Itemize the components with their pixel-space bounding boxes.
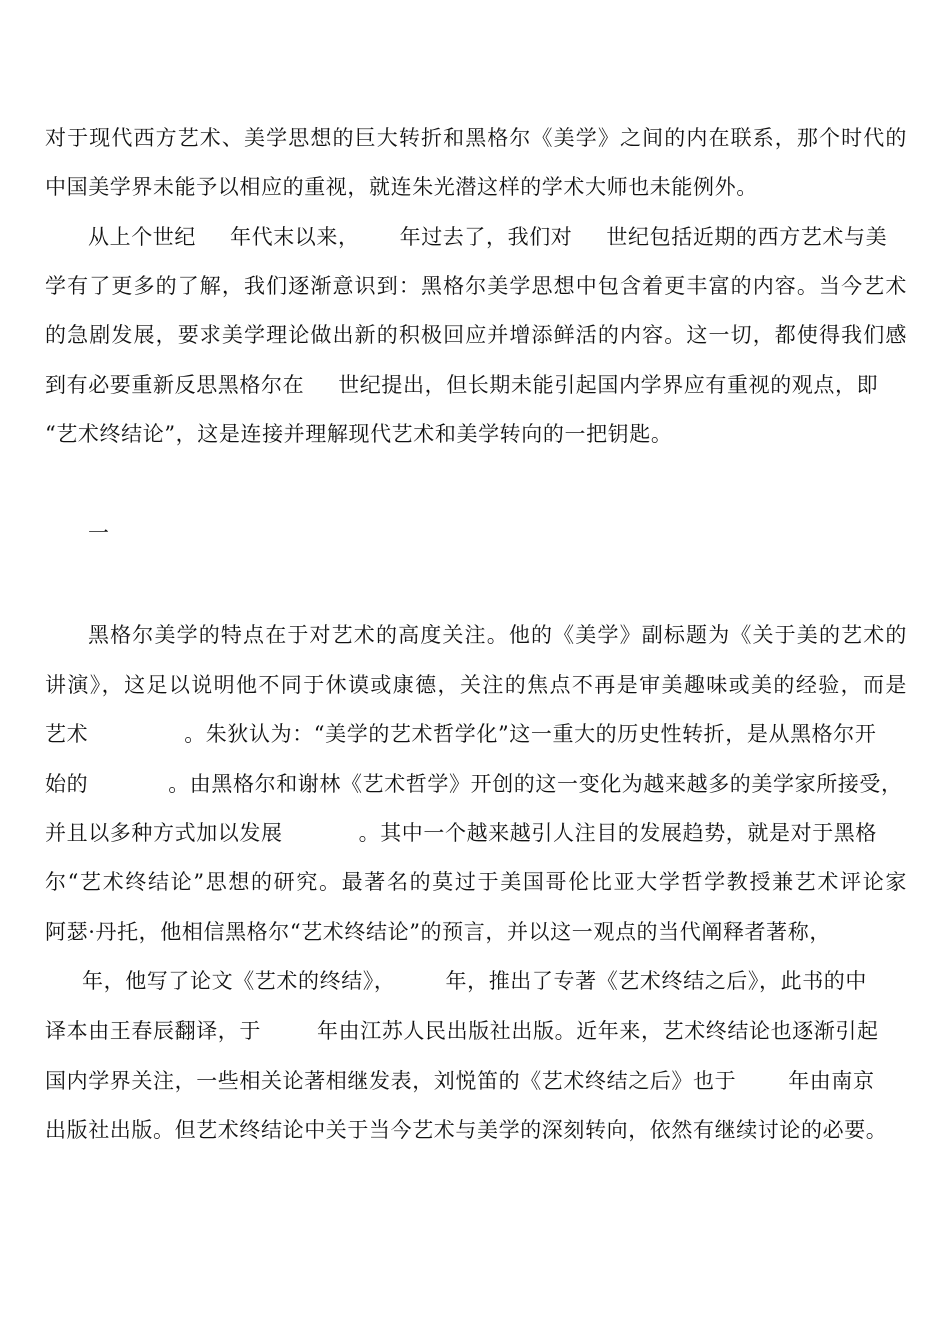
text-segment: 讲演》，这足以说明他不同于休谟或康德，关注的焦点不再是审美趣味或美的经验，而是 — [45, 673, 907, 697]
text-segment: 黑格尔美学的特点在于对艺术的高度关注。他的《美学》副标题为《关于美的艺术的 — [88, 623, 907, 647]
paragraph-line — [45, 172, 907, 202]
text-segment: 。由黑格尔和谢林《艺术哲学》开创的这一变化为越来越多的美学家所接受， — [168, 772, 903, 796]
text-segment: 的急剧发展，要求美学理论做出新的积极回应并增添鲜活的内容。这一切，都使得我们感 — [45, 323, 907, 347]
paragraph-line — [82, 966, 907, 996]
text-segment: 从上个世纪 — [88, 225, 196, 249]
section-heading — [88, 518, 188, 548]
text-segment: 世纪包括近期的西方艺术与美 — [606, 225, 888, 249]
paragraph-line — [45, 818, 907, 848]
text-segment: 到有必要重新反思黑格尔在 — [45, 373, 305, 397]
text-segment: 年由江苏人民出版社出版。近年来，艺术终结论也逐渐引起 — [317, 1019, 879, 1043]
text-segment: 。朱狄认为：“美学的艺术哲学化”这一重大的历史性转折，是从黑格尔开 — [184, 722, 877, 746]
paragraph-line — [45, 320, 907, 350]
paragraph-line — [45, 917, 907, 947]
text-segment: 并且以多种方式加以发展 — [45, 821, 283, 845]
text-segment: 国内学界关注，一些相关论著相继发表，刘悦笛的《艺术终结之后》也于 — [45, 1069, 737, 1093]
paragraph-line — [45, 1115, 907, 1145]
text-segment: “艺术终结论”，这是连接并理解现代艺术和美学转向的一把钥匙。 — [45, 422, 673, 446]
text-segment: 艺术 — [45, 722, 89, 746]
text-segment: 。其中一个越来越引人注目的发展趋势，就是对于黑格 — [358, 821, 878, 845]
text-segment: 世纪提出，但长期未能引起国内学界应有重视的观点，即 — [338, 373, 879, 397]
paragraph-line — [45, 370, 907, 400]
paragraph-line — [45, 419, 907, 449]
text-segment: 对于现代西方艺术、美学思想的巨大转折和黑格尔《美学》之间的内在联系，那个时代的 — [45, 126, 907, 150]
text-segment: 年由南京 — [788, 1069, 875, 1093]
text-segment: 年，推出了专著《艺术终结之后》，此书的中 — [445, 969, 867, 993]
section-number: 一 — [88, 521, 110, 545]
paragraph-line — [45, 123, 907, 153]
text-segment: 年代末以来， — [230, 225, 360, 249]
text-segment: 始的 — [45, 772, 89, 796]
text-segment: 译本由王春辰翻译，于 — [45, 1019, 261, 1043]
text-segment: 阿瑟·丹托，他相信黑格尔“艺术终结论”的预言，并以这一观点的当代阐释者著称， — [45, 920, 831, 944]
paragraph-line — [45, 867, 907, 897]
paragraph-line — [45, 1066, 907, 1096]
paragraph-line — [45, 670, 907, 700]
text-segment: 出版社出版。但艺术终结论中关于当今艺术与美学的深刻转向，依然有继续讨论的必要。 — [45, 1118, 888, 1142]
paragraph-line — [45, 769, 907, 799]
text-segment: 年过去了，我们对 — [399, 225, 573, 249]
paragraph-line — [88, 620, 907, 650]
paragraph-line — [45, 271, 907, 301]
text-segment: 中国美学界未能予以相应的重视，就连朱光潜这样的学术大师也未能例外。 — [45, 175, 758, 199]
text-segment: 年，他写了论文《艺术的终结》， — [82, 969, 396, 993]
paragraph-line — [45, 719, 907, 749]
paragraph-line — [88, 222, 907, 252]
text-segment: 尔“艺术终结论”思想的研究。最著名的莫过于美国哥伦比亚大学哲学教授兼艺术评论家 — [45, 870, 907, 894]
paragraph-line — [45, 1016, 907, 1046]
text-segment: 学有了更多的了解，我们逐渐意识到：黑格尔美学思想中包含着更丰富的内容。当今艺术 — [45, 274, 907, 298]
